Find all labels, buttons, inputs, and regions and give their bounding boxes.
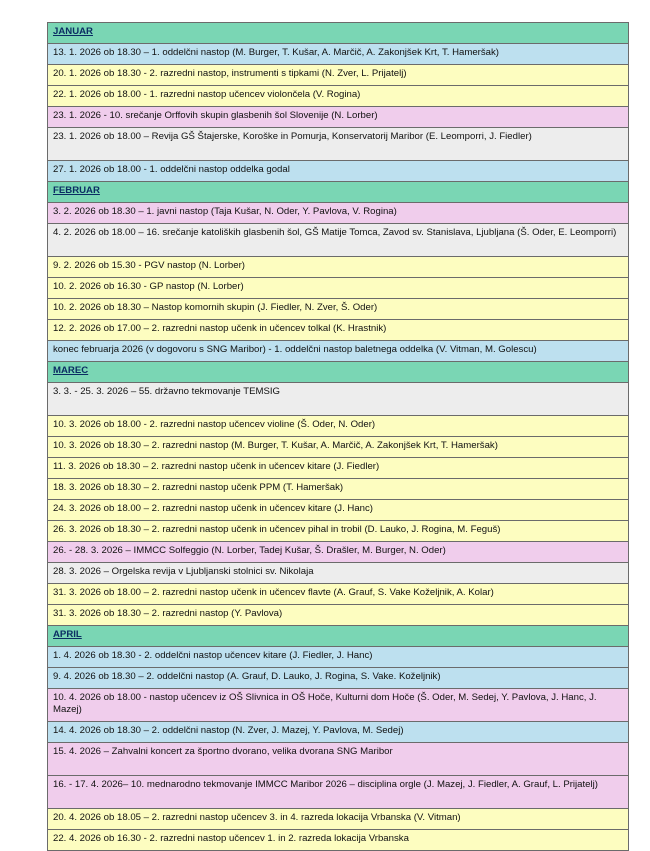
table-row (48, 107, 629, 128)
month-title: MAREC (53, 365, 89, 376)
table-row (48, 299, 629, 320)
event-cell: 18. 3. 2026 ob 18.30 – 2. razredni nastop učenk PPM (T. Hameršak) (48, 479, 629, 500)
event-cell: 24. 3. 2026 ob 18.00 – 2. razredni nastop učenk in učencev kitare (J. Hanc) (48, 500, 629, 521)
event-cell: 26. 3. 2026 ob 18.30 – 2. razredni nastop učenk in učencev pihal in trobil (D. Lauko, J. Rogina, M. Feguš) (48, 521, 629, 542)
table-row (48, 830, 629, 851)
table-row (48, 542, 629, 563)
table-row (48, 65, 629, 86)
month-header-row (48, 626, 629, 647)
month-header-row (48, 362, 629, 383)
month-title: FEBRUAR (53, 185, 100, 196)
month-title: JANUAR (53, 26, 93, 37)
event-cell: 10. 2. 2026 ob 16.30 - GP nastop (N. Lorber) (48, 278, 629, 299)
table-row (48, 278, 629, 299)
event-cell: 1. 4. 2026 ob 18.30 - 2. oddelčni nastop učencev kitare (J. Fiedler, J. Hanc) (48, 647, 629, 668)
table-row (48, 257, 629, 278)
event-cell: 22. 1. 2026 ob 18.00 - 1. razredni nastop učencev violončela (V. Rogina) (48, 86, 629, 107)
table-row (48, 809, 629, 830)
table-row (48, 416, 629, 437)
event-cell: 28. 3. 2026 – Orgelska revija v Ljubljanski stolnici sv. Nikolaja (48, 563, 629, 584)
table-row (48, 584, 629, 605)
table-row (48, 458, 629, 479)
table-row (48, 320, 629, 341)
event-cell: 15. 4. 2026 – Zahvalni koncert za športno dvorano, velika dvorana SNG Maribor (48, 743, 629, 776)
table-row (48, 224, 629, 257)
month-header-februar (48, 182, 629, 203)
event-cell: 14. 4. 2026 ob 18.30 – 2. oddelčni nastop (N. Zver, J. Mazej, Y. Pavlova, M. Sedej) (48, 722, 629, 743)
event-cell: 9. 4. 2026 ob 18.30 – 2. oddelčni nastop (A. Grauf, D. Lauko, J. Rogina, S. Vake. Koželjnik) (48, 668, 629, 689)
table-row (48, 341, 629, 362)
table-row (48, 722, 629, 743)
table-row (48, 44, 629, 65)
table-row (48, 203, 629, 224)
event-cell: 10. 3. 2026 ob 18.30 – 2. razredni nastop (M. Burger, T. Kušar, A. Marčič, A. Zakonjšek Krt, T. Hameršak) (48, 437, 629, 458)
event-cell: 22. 4. 2026 ob 16.30 - 2. razredni nastop učencev 1. in 2. razreda lokacija Vrbanska (48, 830, 629, 851)
event-cell: 13. 1. 2026 ob 18.30 – 1. oddelčni nastop (M. Burger, T. Kušar, A. Marčič, A. Zakonjšek Krt, T. Hameršak) (48, 44, 629, 65)
table-row (48, 776, 629, 809)
table-row (48, 479, 629, 500)
event-cell: 23. 1. 2026 - 10. srečanje Orffovih skupin glasbenih šol Slovenije (N. Lorber) (48, 107, 629, 128)
event-cell: 26. - 28. 3. 2026 – IMMCC Solfeggio (N. Lorber, Tadej Kušar, Š. Drašler, M. Burger, N. Oder) (48, 542, 629, 563)
month-header-row (48, 23, 629, 44)
table-row (48, 521, 629, 542)
event-cell: 20. 4. 2026 ob 18.05 – 2. razredni nastop učencev 3. in 4. razreda lokacija Vrbanska (V. Vitman) (48, 809, 629, 830)
table-row (48, 743, 629, 776)
table-row (48, 128, 629, 161)
month-header-row (48, 182, 629, 203)
table-row (48, 500, 629, 521)
event-cell: 31. 3. 2026 ob 18.30 – 2. razredni nastop (Y. Pavlova) (48, 605, 629, 626)
table-row (48, 86, 629, 107)
event-cell: 23. 1. 2026 ob 18.00 – Revija GŠ Štajerske, Koroške in Pomurja, Konservatorij Maribor (E. Leomporri, J. Fiedler) (48, 128, 629, 161)
month-header-april (48, 626, 629, 647)
table-row (48, 647, 629, 668)
month-header-januar (48, 23, 629, 44)
event-cell: 27. 1. 2026 ob 18.00 - 1. oddelčni nastop oddelka godal (48, 161, 629, 182)
event-cell: 16. - 17. 4. 2026– 10. mednarodno tekmovanje IMMCC Maribor 2026 – disciplina orgle (J. Mazej, J. Fiedler, A. Grauf, L. Prijatelj) (48, 776, 629, 809)
table-row (48, 689, 629, 722)
event-cell: konec februarja 2026 (v dogovoru s SNG Maribor) - 1. oddelčni nastop baletnega oddelka (V. Vitman, M. Golescu) (48, 341, 629, 362)
month-header-marec (48, 362, 629, 383)
event-cell: 20. 1. 2026 ob 18.30 - 2. razredni nastop, instrumenti s tipkami (N. Zver, L. Prijatelj) (48, 65, 629, 86)
table-row (48, 161, 629, 182)
month-title: APRIL (53, 629, 82, 640)
event-cell: 10. 2. 2026 ob 18.30 – Nastop komornih skupin (J. Fiedler, N. Zver, Š. Oder) (48, 299, 629, 320)
event-cell: 9. 2. 2026 ob 15.30 - PGV nastop (N. Lorber) (48, 257, 629, 278)
table-row (48, 563, 629, 584)
event-cell: 11. 3. 2026 ob 18.30 – 2. razredni nastop učenk in učencev kitare (J. Fiedler) (48, 458, 629, 479)
event-cell: 31. 3. 2026 ob 18.00 – 2. razredni nastop učenk in učencev flavte (A. Grauf, S. Vake Koželjnik, A. Kolar) (48, 584, 629, 605)
event-cell: 10. 3. 2026 ob 18.00 - 2. razredni nastop učencev violine (Š. Oder, N. Oder) (48, 416, 629, 437)
event-cell: 3. 3. - 25. 3. 2026 – 55. državno tekmovanje TEMSIG (48, 383, 629, 416)
event-schedule-table (47, 22, 629, 851)
event-cell: 12. 2. 2026 ob 17.00 – 2. razredni nastop učenk in učencev tolkal (K. Hrastnik) (48, 320, 629, 341)
event-cell: 4. 2. 2026 ob 18.00 – 16. srečanje katoliških glasbenih šol, GŠ Matije Tomca, Zavod sv. Stanislava, Ljubljana (Š. Oder, E. Leomporri) (48, 224, 629, 257)
table-row (48, 605, 629, 626)
event-cell: 3. 2. 2026 ob 18.30 – 1. javni nastop (Taja Kušar, N. Oder, Y. Pavlova, V. Rogina) (48, 203, 629, 224)
table-row (48, 437, 629, 458)
table-row (48, 383, 629, 416)
event-cell: 10. 4. 2026 ob 18.00 - nastop učencev iz OŠ Slivnica in OŠ Hoče, Kulturni dom Hoče (Š. Oder, M. Sedej, Y. Pavlova, J. Hanc, J. Mazej) (48, 689, 629, 722)
table-row (48, 668, 629, 689)
